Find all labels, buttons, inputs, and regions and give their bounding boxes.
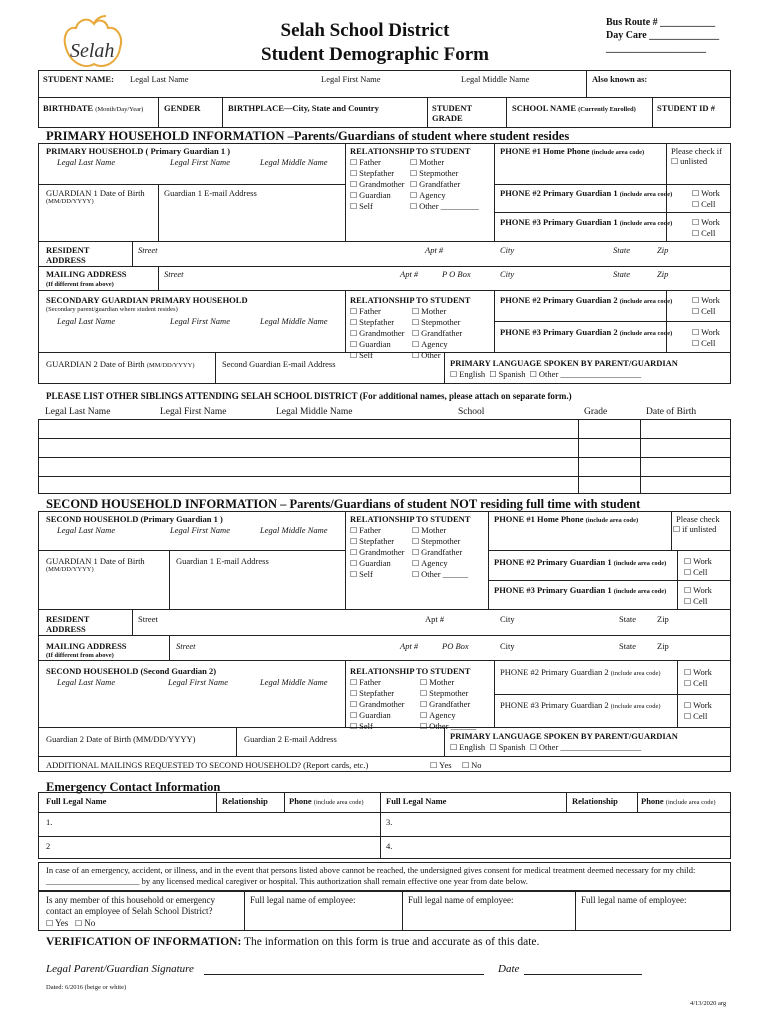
mailings-no-checkbox[interactable]: ☐ No bbox=[462, 760, 482, 771]
resident-address-label-2: ADDRESS bbox=[46, 255, 86, 265]
employee-yes-no[interactable] bbox=[46, 918, 95, 929]
sib-col-grade: Grade bbox=[584, 407, 608, 417]
sg-middle-name-field[interactable]: Legal Middle Name bbox=[260, 316, 328, 326]
verification-title: VERIFICATION OF INFORMATION: bbox=[46, 936, 242, 948]
s-resident-state-field[interactable]: State bbox=[619, 614, 636, 624]
s2-first-name-field[interactable]: Legal First Name bbox=[168, 677, 228, 687]
sib-col-first: Legal First Name bbox=[160, 407, 227, 417]
rel-other-checkbox[interactable]: ☐ Other _________ bbox=[410, 201, 479, 212]
student-name-label: STUDENT NAME: bbox=[43, 74, 114, 84]
resident-city-field[interactable]: City bbox=[500, 245, 515, 255]
district-name: Selah School District bbox=[280, 20, 450, 41]
cell-checkbox[interactable]: ☐ Cell bbox=[692, 338, 720, 349]
resident-zip-field[interactable]: Zip bbox=[657, 245, 669, 255]
extra-line[interactable]: ____________________ bbox=[606, 43, 706, 54]
s1-dob-field[interactable]: GUARDIAN 1 Date of Birth bbox=[46, 556, 145, 566]
mailings-yes-checkbox[interactable]: ☐ Yes bbox=[430, 760, 452, 771]
logo-text: Selah bbox=[70, 40, 115, 62]
rel-grandmother-checkbox[interactable]: ☐ Grandmother bbox=[350, 699, 405, 710]
s-mailing-label: MAILING ADDRESS bbox=[46, 641, 127, 651]
unlisted-text-1: Please check if bbox=[671, 146, 722, 156]
siblings-title: PLEASE LIST OTHER SIBLINGS ATTENDING SELAH SCHOOL DISTRICT (For additional names, please attach on separate form.) bbox=[46, 391, 572, 401]
date-label: Date bbox=[498, 963, 520, 975]
birthdate-field[interactable]: BIRTHDATE (Month/Day/Year) bbox=[43, 103, 144, 113]
sg-phone2-type[interactable] bbox=[692, 295, 720, 317]
mailing-street-field[interactable]: Street bbox=[164, 269, 184, 279]
pg1-phone2-field[interactable]: PHONE #2 Primary Guardian 1 (include area code) bbox=[500, 188, 673, 198]
rel-stepmother-checkbox[interactable]: ☐ Stepmother bbox=[410, 168, 479, 179]
s1-phone1-field[interactable]: PHONE #1 Home Phone (include area code) bbox=[494, 514, 639, 524]
aka-field[interactable]: Also known as: bbox=[592, 74, 648, 84]
sg-phone3-type[interactable] bbox=[692, 327, 720, 349]
cell-checkbox[interactable]: ☐ Cell bbox=[692, 228, 720, 239]
s1-phone2-type[interactable] bbox=[684, 556, 712, 578]
s1-unlisted-checkbox[interactable]: ☐ if unlisted bbox=[673, 524, 716, 535]
lang-spanish-checkbox[interactable]: ☐ Spanish bbox=[489, 742, 525, 752]
s1-relationship-left[interactable] bbox=[350, 525, 405, 580]
rel-father-checkbox[interactable]: ☐ Father bbox=[350, 525, 405, 536]
work-checkbox[interactable]: ☐ Work bbox=[692, 188, 720, 199]
rel-grandmother-checkbox[interactable]: ☐ Grandmother bbox=[350, 328, 405, 339]
em-col-name-2: Full Legal Name bbox=[386, 796, 447, 806]
sg-phone2-field[interactable]: PHONE #2 Primary Guardian 2 (include area code) bbox=[500, 295, 673, 305]
work-checkbox[interactable]: ☐ Work bbox=[684, 556, 712, 567]
rel-father-checkbox[interactable]: ☐ Father bbox=[350, 306, 405, 317]
rel-father-checkbox[interactable]: ☐ Father bbox=[350, 157, 405, 168]
bus-route-field[interactable]: Bus Route # ___________ bbox=[606, 17, 716, 28]
work-checkbox[interactable]: ☐ Work bbox=[692, 217, 720, 228]
s2-phone2-field[interactable]: PHONE #2 Primary Guardian 2 (include area code) bbox=[500, 667, 661, 677]
s-mailing-note: (If different from above) bbox=[46, 652, 114, 659]
pg1-phone1-field[interactable]: PHONE #1 Home Phone (include area code) bbox=[500, 146, 645, 156]
sg-email-field[interactable]: Second Guardian E-mail Address bbox=[222, 359, 336, 369]
sg-relationship-right[interactable] bbox=[412, 306, 462, 361]
s1-unlisted-text: Please check bbox=[676, 514, 720, 524]
rel-other-checkbox[interactable]: ☐ Other ______ bbox=[412, 569, 468, 580]
day-care-field[interactable]: Day Care ______________ bbox=[606, 30, 720, 41]
pg1-last-name-field[interactable]: Legal Last Name bbox=[57, 157, 116, 167]
rel-stepfather-checkbox[interactable]: ☐ Stepfather bbox=[350, 536, 405, 547]
rel-guardian-checkbox[interactable]: ☐ Guardian bbox=[350, 190, 405, 201]
consent-text: In case of an emergency, accident, or illness, and in the event that persons listed above cannot be reached, the undersigned gives consent for medical treatment deemed necessary for my child: ______________________ by any licensed medical caregiver or hospital. This authorization shall remain effective one year from date below. bbox=[46, 865, 696, 886]
s2-relationship-right[interactable] bbox=[420, 677, 476, 732]
rel-guardian-checkbox[interactable]: ☐ Guardian bbox=[350, 339, 405, 350]
sib-col-middle: Legal Middle Name bbox=[276, 407, 353, 417]
cell-checkbox[interactable]: ☐ Cell bbox=[684, 678, 712, 689]
pg1-dob-format: (MM/DD/YYYY) bbox=[46, 198, 94, 205]
rel-mother-checkbox[interactable]: ☐ Mother bbox=[412, 306, 462, 317]
rel-agency-checkbox[interactable]: ☐ Agency bbox=[410, 190, 479, 201]
pg1-email-field[interactable]: Guardian 1 E-mail Address bbox=[164, 188, 257, 198]
mailing-zip-field[interactable]: Zip bbox=[657, 269, 669, 279]
rel-stepfather-checkbox[interactable]: ☐ Stepfather bbox=[350, 688, 405, 699]
rel-self-checkbox[interactable]: ☐ Self bbox=[350, 721, 405, 732]
rel-self-checkbox[interactable]: ☐ Self bbox=[350, 569, 405, 580]
form-title: Student Demographic Form bbox=[261, 44, 489, 65]
s-language-title: PRIMARY LANGUAGE SPOKEN BY PARENT/GUARDIAN bbox=[450, 731, 678, 741]
student-id-field[interactable]: STUDENT ID # bbox=[657, 103, 715, 113]
additional-mailings-label: ADDITIONAL MAILINGS REQUESTED TO SECOND HOUSEHOLD? (Report cards, etc.) bbox=[46, 760, 369, 770]
rel-grandfather-checkbox[interactable]: ☐ Grandfather bbox=[410, 179, 479, 190]
birthplace-field[interactable]: BIRTHPLACE—City, State and Country bbox=[228, 103, 379, 113]
pg1-first-name-field[interactable]: Legal First Name bbox=[170, 157, 230, 167]
relationship-left-options[interactable] bbox=[350, 157, 405, 212]
work-checkbox[interactable]: ☐ Work bbox=[692, 295, 720, 306]
s2-phone2-type[interactable] bbox=[684, 667, 712, 689]
s-resident-apt-field[interactable]: Apt # bbox=[425, 614, 445, 624]
em-col-name-1: Full Legal Name bbox=[46, 796, 107, 806]
s1-last-name-field[interactable]: Legal Last Name bbox=[57, 525, 116, 535]
rel-stepfather-checkbox[interactable]: ☐ Stepfather bbox=[350, 317, 405, 328]
rel-self-checkbox[interactable]: ☐ Self bbox=[350, 201, 405, 212]
pg1-dob-field[interactable]: GUARDIAN 1 Date of Birth bbox=[46, 188, 145, 198]
s2-dob-field[interactable]: Guardian 2 Date of Birth (MM/DD/YYYY) bbox=[46, 734, 196, 744]
resident-apt-field[interactable]: Apt # bbox=[425, 245, 444, 255]
verification-text: The information on this form is true and accurate as of this date. bbox=[243, 936, 540, 948]
s-resident-city-field[interactable]: City bbox=[500, 614, 515, 624]
cell-checkbox[interactable]: ☐ Cell bbox=[684, 711, 712, 722]
s1-dob-format: (MM/DD/YYYY) bbox=[46, 566, 94, 573]
employee-question-2: contact an employee of Selah School District? bbox=[46, 906, 213, 916]
rel-agency-checkbox[interactable]: ☐ Agency bbox=[412, 339, 462, 350]
s2-email-field[interactable]: Guardian 2 E-mail Address bbox=[244, 734, 337, 744]
school-name-field[interactable]: SCHOOL NAME (Currently Enrolled) bbox=[512, 103, 636, 113]
secondary-guardian-title: SECONDARY GUARDIAN PRIMARY HOUSEHOLD bbox=[46, 295, 248, 305]
primary-guardian1-label: PRIMARY HOUSEHOLD ( Primary Guardian 1 ) bbox=[46, 146, 231, 156]
sib-col-last: Legal Last Name bbox=[45, 407, 111, 417]
em-row-4[interactable]: 4. bbox=[386, 841, 393, 851]
rel-self-checkbox[interactable]: ☐ Self bbox=[350, 350, 405, 361]
s-mailing-pobox-field[interactable]: PO Box bbox=[442, 641, 469, 651]
date-line[interactable] bbox=[524, 974, 642, 975]
s2-relationship-title: RELATIONSHIP TO STUDENT bbox=[350, 666, 471, 676]
rel-other-checkbox[interactable]: ☐ Other bbox=[412, 350, 462, 361]
employee-question-1: Is any member of this household or emergency bbox=[46, 895, 216, 905]
employee-name-field-3[interactable]: Full legal name of employee: bbox=[581, 895, 687, 905]
secondary-guardian-note: (Secondary parent/guardian where student resides) bbox=[46, 306, 178, 313]
s2-last-name-field[interactable]: Legal Last Name bbox=[57, 677, 116, 687]
s-mailing-city-field[interactable]: City bbox=[500, 641, 515, 651]
rel-stepmother-checkbox[interactable]: ☐ Stepmother bbox=[412, 536, 468, 547]
cell-checkbox[interactable]: ☐ Cell bbox=[684, 567, 712, 578]
employee-no-checkbox[interactable]: ☐ No bbox=[75, 918, 95, 928]
s2-phone3-type[interactable] bbox=[684, 700, 712, 722]
rel-grandmother-checkbox[interactable]: ☐ Grandmother bbox=[350, 547, 405, 558]
s-resident-label-1: RESIDENT bbox=[46, 614, 90, 624]
lang-other-checkbox[interactable]: ☐ Other ___________________ bbox=[530, 369, 641, 379]
primary-language-options[interactable] bbox=[450, 369, 641, 380]
s1-phone3-type[interactable] bbox=[684, 585, 712, 607]
rel-mother-checkbox[interactable]: ☐ Mother bbox=[412, 525, 468, 536]
sib-col-school: School bbox=[458, 407, 485, 417]
em-col-rel-2: Relationship bbox=[572, 796, 618, 806]
cell-checkbox[interactable]: ☐ Cell bbox=[692, 306, 720, 317]
sib-col-dob: Date of Birth bbox=[646, 407, 697, 417]
resident-state-field[interactable]: State bbox=[613, 245, 630, 255]
s-language-options[interactable] bbox=[450, 742, 641, 753]
siblings-header-row bbox=[38, 405, 731, 419]
emergency-table[interactable] bbox=[38, 792, 731, 859]
work-checkbox[interactable]: ☐ Work bbox=[684, 667, 712, 678]
pg1-phone3-type[interactable] bbox=[692, 217, 720, 239]
sg-dob-field[interactable]: GUARDIAN 2 Date of Birth (MM/DD/YYYY) bbox=[46, 359, 195, 369]
rel-other-checkbox[interactable]: ☐ Other ______ bbox=[420, 721, 476, 732]
s-resident-zip-field[interactable]: Zip bbox=[657, 614, 669, 624]
second-guardian2-label: SECOND HOUSEHOLD (Second Guardian 2) bbox=[46, 666, 217, 676]
student-first-name-field[interactable]: Legal First Name bbox=[321, 74, 381, 84]
s-resident-label-2: ADDRESS bbox=[46, 624, 86, 634]
lang-other-checkbox[interactable]: ☐ Other ___________________ bbox=[530, 742, 641, 752]
s2-middle-name-field[interactable]: Legal Middle Name bbox=[260, 677, 328, 687]
rel-agency-checkbox[interactable]: ☐ Agency bbox=[420, 710, 476, 721]
mailing-note: (If different from above) bbox=[46, 281, 114, 288]
rel-grandfather-checkbox[interactable]: ☐ Grandfather bbox=[412, 328, 462, 339]
pg1-phone3-field[interactable]: PHONE #3 Primary Guardian 1 (include area code) bbox=[500, 217, 673, 227]
s1-relationship-title: RELATIONSHIP TO STUDENT bbox=[350, 514, 471, 524]
s2-relationship-left[interactable] bbox=[350, 677, 405, 732]
rel-father-checkbox[interactable]: ☐ Father bbox=[350, 677, 405, 688]
pg1-phone2-type[interactable] bbox=[692, 188, 720, 210]
s-mailing-street-field[interactable]: Street bbox=[176, 641, 196, 651]
rel-agency-checkbox[interactable]: ☐ Agency bbox=[412, 558, 468, 569]
relationship-title: RELATIONSHIP TO STUDENT bbox=[350, 146, 471, 156]
primary-language-title: PRIMARY LANGUAGE SPOKEN BY PARENT/GUARDIAN bbox=[450, 358, 678, 368]
s-mailing-apt-field[interactable]: Apt # bbox=[400, 641, 419, 651]
rel-grandfather-checkbox[interactable]: ☐ Grandfather bbox=[412, 547, 468, 558]
resident-street-field[interactable]: Street bbox=[138, 245, 158, 255]
cell-checkbox[interactable]: ☐ Cell bbox=[692, 199, 720, 210]
dated-note: Dated: 6/2016 (beige or white) bbox=[46, 984, 127, 991]
signature-label: Legal Parent/Guardian Signature bbox=[46, 963, 194, 975]
emergency-title: Emergency Contact Information bbox=[46, 780, 221, 794]
sg-phone3-field[interactable]: PHONE #3 Primary Guardian 2 (include area code) bbox=[500, 327, 673, 337]
primary-household-title: PRIMARY HOUSEHOLD INFORMATION –Parents/Guardians of student where student resides bbox=[46, 129, 570, 143]
sg-relationship-title: RELATIONSHIP TO STUDENT bbox=[350, 295, 471, 305]
s1-phone3-field[interactable]: PHONE #3 Primary Guardian 1 (include area code) bbox=[494, 585, 667, 595]
employee-name-field-2[interactable]: Full legal name of employee: bbox=[408, 895, 514, 905]
resident-address-label-1: RESIDENT bbox=[46, 245, 90, 255]
unlisted-checkbox[interactable]: ☐ unlisted bbox=[671, 156, 707, 167]
s1-middle-name-field[interactable]: Legal Middle Name bbox=[260, 525, 328, 535]
sg-first-name-field[interactable]: Legal First Name bbox=[170, 316, 230, 326]
second-guardian1-label: SECOND HOUSEHOLD (Primary Guardian 1 ) bbox=[46, 514, 223, 524]
s1-first-name-field[interactable]: Legal First Name bbox=[170, 525, 230, 535]
em-row-1[interactable]: 1. bbox=[46, 817, 53, 827]
s-mailing-zip-field[interactable]: Zip bbox=[657, 641, 669, 651]
student-last-name-field[interactable]: Legal Last Name bbox=[130, 74, 189, 84]
rel-grandmother-checkbox[interactable]: ☐ Grandmother bbox=[350, 179, 405, 190]
mailing-state-field[interactable]: State bbox=[613, 269, 630, 279]
sg-last-name-field[interactable]: Legal Last Name bbox=[57, 316, 116, 326]
mailing-apt-field[interactable]: Apt # bbox=[400, 269, 419, 279]
rel-mother-checkbox[interactable]: ☐ Mother bbox=[410, 157, 479, 168]
s1-email-field[interactable]: Guardian 1 E-mail Address bbox=[176, 556, 269, 566]
gender-field[interactable]: GENDER bbox=[164, 103, 201, 113]
em-col-phone-1: Phone (include area code) bbox=[289, 796, 364, 806]
grade-label-2: GRADE bbox=[432, 113, 463, 123]
mailing-pobox-field[interactable]: P O Box bbox=[442, 269, 471, 279]
lang-english-checkbox[interactable]: ☐ English bbox=[450, 369, 485, 379]
rel-mother-checkbox[interactable]: ☐ Mother bbox=[420, 677, 476, 688]
em-col-phone-2: Phone (include area code) bbox=[641, 796, 716, 806]
rel-stepfather-checkbox[interactable]: ☐ Stepfather bbox=[350, 168, 405, 179]
employee-name-field-1[interactable]: Full legal name of employee: bbox=[250, 895, 356, 905]
s2-phone3-field[interactable]: PHONE #3 Primary Guardian 2 (include area code) bbox=[500, 700, 661, 710]
rel-guardian-checkbox[interactable]: ☐ Guardian bbox=[350, 558, 405, 569]
rel-guardian-checkbox[interactable]: ☐ Guardian bbox=[350, 710, 405, 721]
work-checkbox[interactable]: ☐ Work bbox=[692, 327, 720, 338]
pg1-middle-name-field[interactable]: Legal Middle Name bbox=[260, 157, 328, 167]
signature-line[interactable] bbox=[204, 974, 484, 975]
s1-relationship-right[interactable] bbox=[412, 525, 468, 580]
s1-phone2-field[interactable]: PHONE #2 Primary Guardian 1 (include area code) bbox=[494, 557, 667, 567]
rel-stepmother-checkbox[interactable]: ☐ Stepmother bbox=[420, 688, 476, 699]
mailing-address-label: MAILING ADDRESS bbox=[46, 269, 127, 279]
s-mailing-state-field[interactable]: State bbox=[619, 641, 636, 651]
student-middle-name-field[interactable]: Legal Middle Name bbox=[461, 74, 530, 84]
lang-spanish-checkbox[interactable]: ☐ Spanish bbox=[489, 369, 525, 379]
relationship-right-options[interactable] bbox=[410, 157, 479, 212]
lang-english-checkbox[interactable]: ☐ English bbox=[450, 742, 485, 752]
second-household-title: SECOND HOUSEHOLD INFORMATION – Parents/Guardians of student NOT residing full time with student bbox=[46, 497, 641, 511]
revision-note: 4/13/2020 arg bbox=[690, 1000, 727, 1007]
em-col-rel-1: Relationship bbox=[222, 796, 268, 806]
em-row-3[interactable]: 3. bbox=[386, 817, 393, 827]
work-checkbox[interactable]: ☐ Work bbox=[684, 700, 712, 711]
sg-relationship-left[interactable] bbox=[350, 306, 405, 361]
cell-checkbox[interactable]: ☐ Cell bbox=[684, 596, 712, 607]
work-checkbox[interactable]: ☐ Work bbox=[684, 585, 712, 596]
grade-label-1: STUDENT bbox=[432, 103, 473, 113]
rel-grandfather-checkbox[interactable]: ☐ Grandfather bbox=[420, 699, 476, 710]
employee-yes-checkbox[interactable]: ☐ Yes bbox=[46, 918, 68, 928]
em-row-2[interactable]: 2 bbox=[46, 841, 51, 851]
verification-line bbox=[46, 935, 539, 949]
rel-stepmother-checkbox[interactable]: ☐ Stepmother bbox=[412, 317, 462, 328]
s-resident-street-field[interactable]: Street bbox=[138, 614, 158, 624]
mailing-city-field[interactable]: City bbox=[500, 269, 515, 279]
